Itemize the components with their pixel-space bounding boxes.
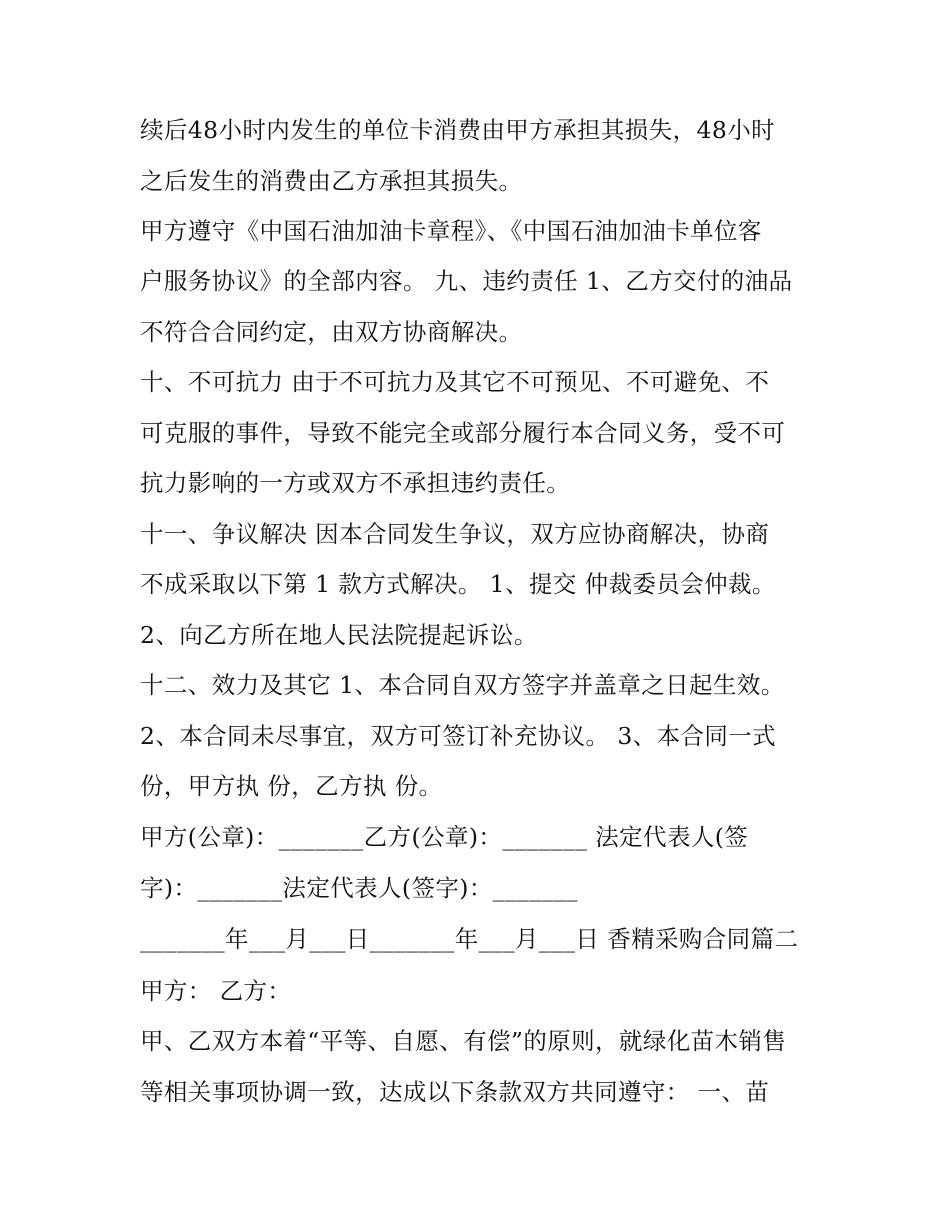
text-line: 十一、争议解决 因本合同发生争议，双方应协商解决，协商: [140, 520, 770, 548]
text-line: 不符合合同约定，由双方协商解决。: [140, 318, 523, 346]
text-line: _______年___月___日_______年___月___日 香精采购合同篇二: [140, 925, 799, 953]
text-line: 抗力影响的一方或双方不承担违约责任。: [140, 469, 571, 497]
text-line: 十、不可抗力 由于不可抗力及其它不可预见、不可避免、不: [140, 368, 770, 396]
text-line: 甲方(公章)：_______乙方(公章)：_______ 法定代表人(签: [140, 823, 749, 851]
text-line: 甲方： 乙方：: [140, 977, 292, 1005]
text-line: 续后48小时内发生的单位卡消费由甲方承担其损失，48小时: [140, 116, 776, 144]
text-line: 等相关事项协调一致，达成以下条款双方共同遵守： 一、苗: [140, 1078, 770, 1106]
text-line: 份，甲方执 份，乙方执 份。: [140, 772, 443, 800]
text-line: 可克服的事件，导致不能完全或部分履行本合同义务，受不可: [140, 419, 786, 447]
text-line: 户服务协议》的全部内容。 九、违约责任 1、乙方交付的油品: [140, 267, 793, 295]
text-line: 十二、效力及其它 1、本合同自双方签字并盖章之日起生效。: [140, 671, 785, 699]
text-line: 之后发生的消费由乙方承担其损失。: [140, 167, 523, 195]
text-line: 2、本合同未尽事宜，双方可签订补充协议。 3、本合同一式: [140, 722, 777, 750]
text-line: 甲、乙双方本着“平等、自愿、有偿”的原则，就绿化苗木销售: [140, 1027, 787, 1055]
text-line: 2、向乙方所在地人民法院提起诉讼。: [140, 621, 538, 649]
text-line: 不成采取以下第 1 款方式解决。 1、提交 仲裁委员会仲裁。: [140, 570, 776, 598]
text-line: 甲方遵守《中国石油加油卡章程》、《中国石油加油卡单位客: [140, 217, 762, 245]
text-line: 字)：_______法定代表人(签字)：_______: [140, 874, 578, 902]
